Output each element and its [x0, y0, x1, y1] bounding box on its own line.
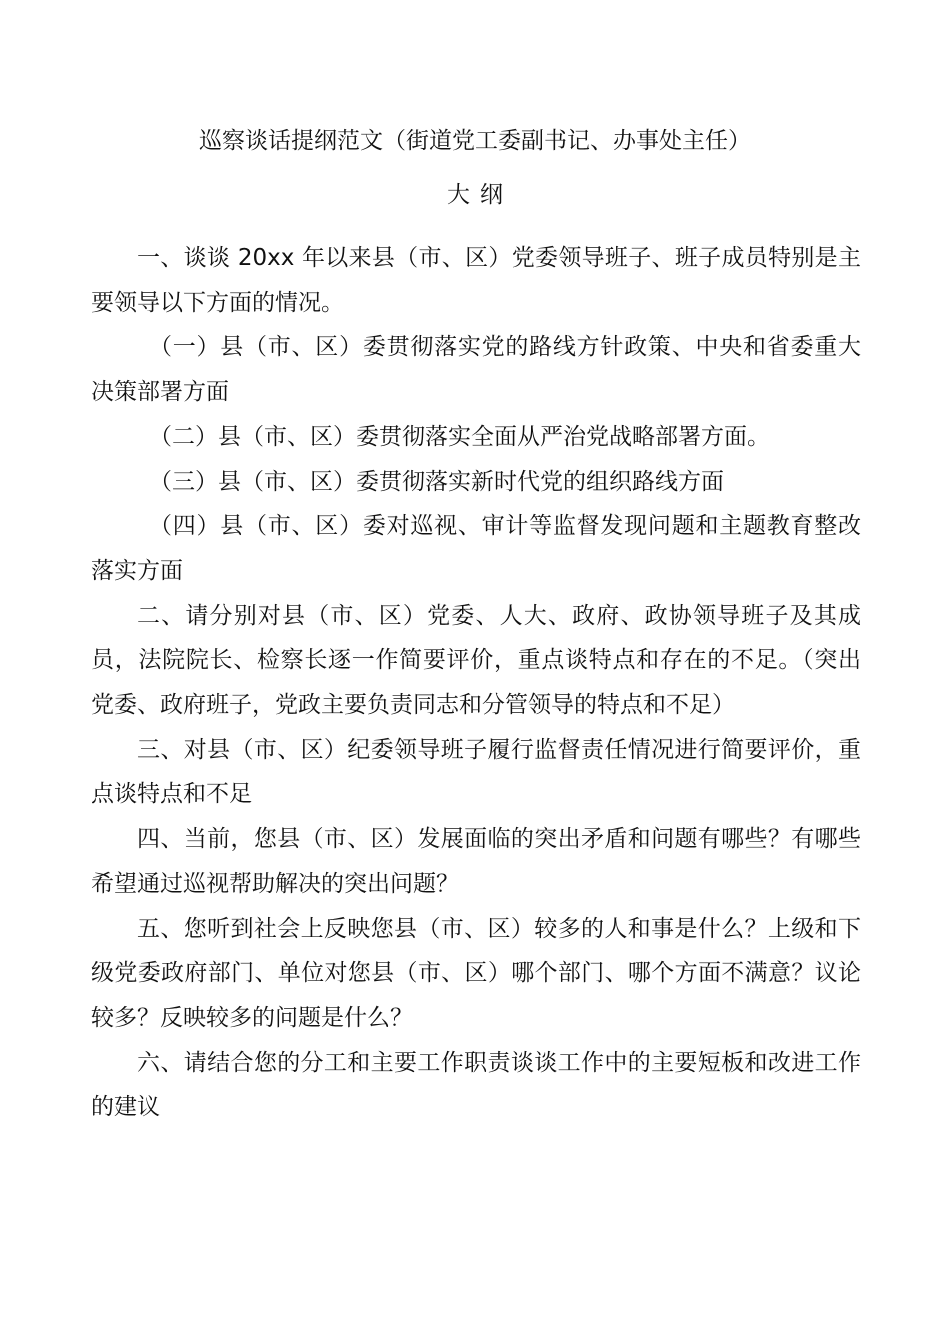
paragraph-1-4: （四）县（市、区）委对巡视、审计等监督发现问题和主题教育整改落实方面 [91, 513, 861, 584]
paragraph-1-3: （三）县（市、区）委贯彻落实新时代党的组织路线方面 [149, 468, 724, 495]
paragraph-1-1: （一）县（市、区）委贯彻落实党的路线方针政策、中央和省委重大决策部署方面 [91, 334, 861, 406]
document-body [91, 236, 861, 1130]
paragraph-3: 三、对县（市、区）纪委领导班子履行监督责任情况进行简要评价，重点谈特点和不足 [91, 736, 861, 808]
paragraph-2: 二、请分别对县（市、区）党委、人大、政府、政协领导班子及其成员，法院院长、检察长逐一作简要评价，重点谈特点和存在的不足。（突出党委、政府班子，党政主要负责同志和分管领导的特点和不足） [91, 602, 861, 719]
paragraph-1-2: （二）县（市、区）委贯彻落实全面从严治党战略部署方面。 [149, 423, 770, 450]
document-title: 巡察谈话提纲范文（街道党工委副书记、办事处主任） [199, 128, 751, 154]
paragraph-5: 五、您听到社会上反映您县（市、区）较多的人和事是什么？上级和下级党委政府部门、单位对您县（市、区）哪个部门、哪个方面不满意？议论较多？反映较多的问题是什么？ [91, 915, 861, 1031]
paragraph-1: 一、谈谈 20xx 年以来县（市、区）党委领导班子、班子成员特别是主要领导以下方面的情况。 [91, 245, 861, 316]
paragraph-4: 四、当前，您县（市、区）发展面临的突出矛盾和问题有哪些？有哪些希望通过巡视帮助解决的突出问题？ [91, 826, 861, 897]
paragraph-6: 六、请结合您的分工和主要工作职责谈谈工作中的主要短板和改进工作的建议 [91, 1049, 861, 1121]
document-subtitle: 大纲 [447, 182, 513, 208]
